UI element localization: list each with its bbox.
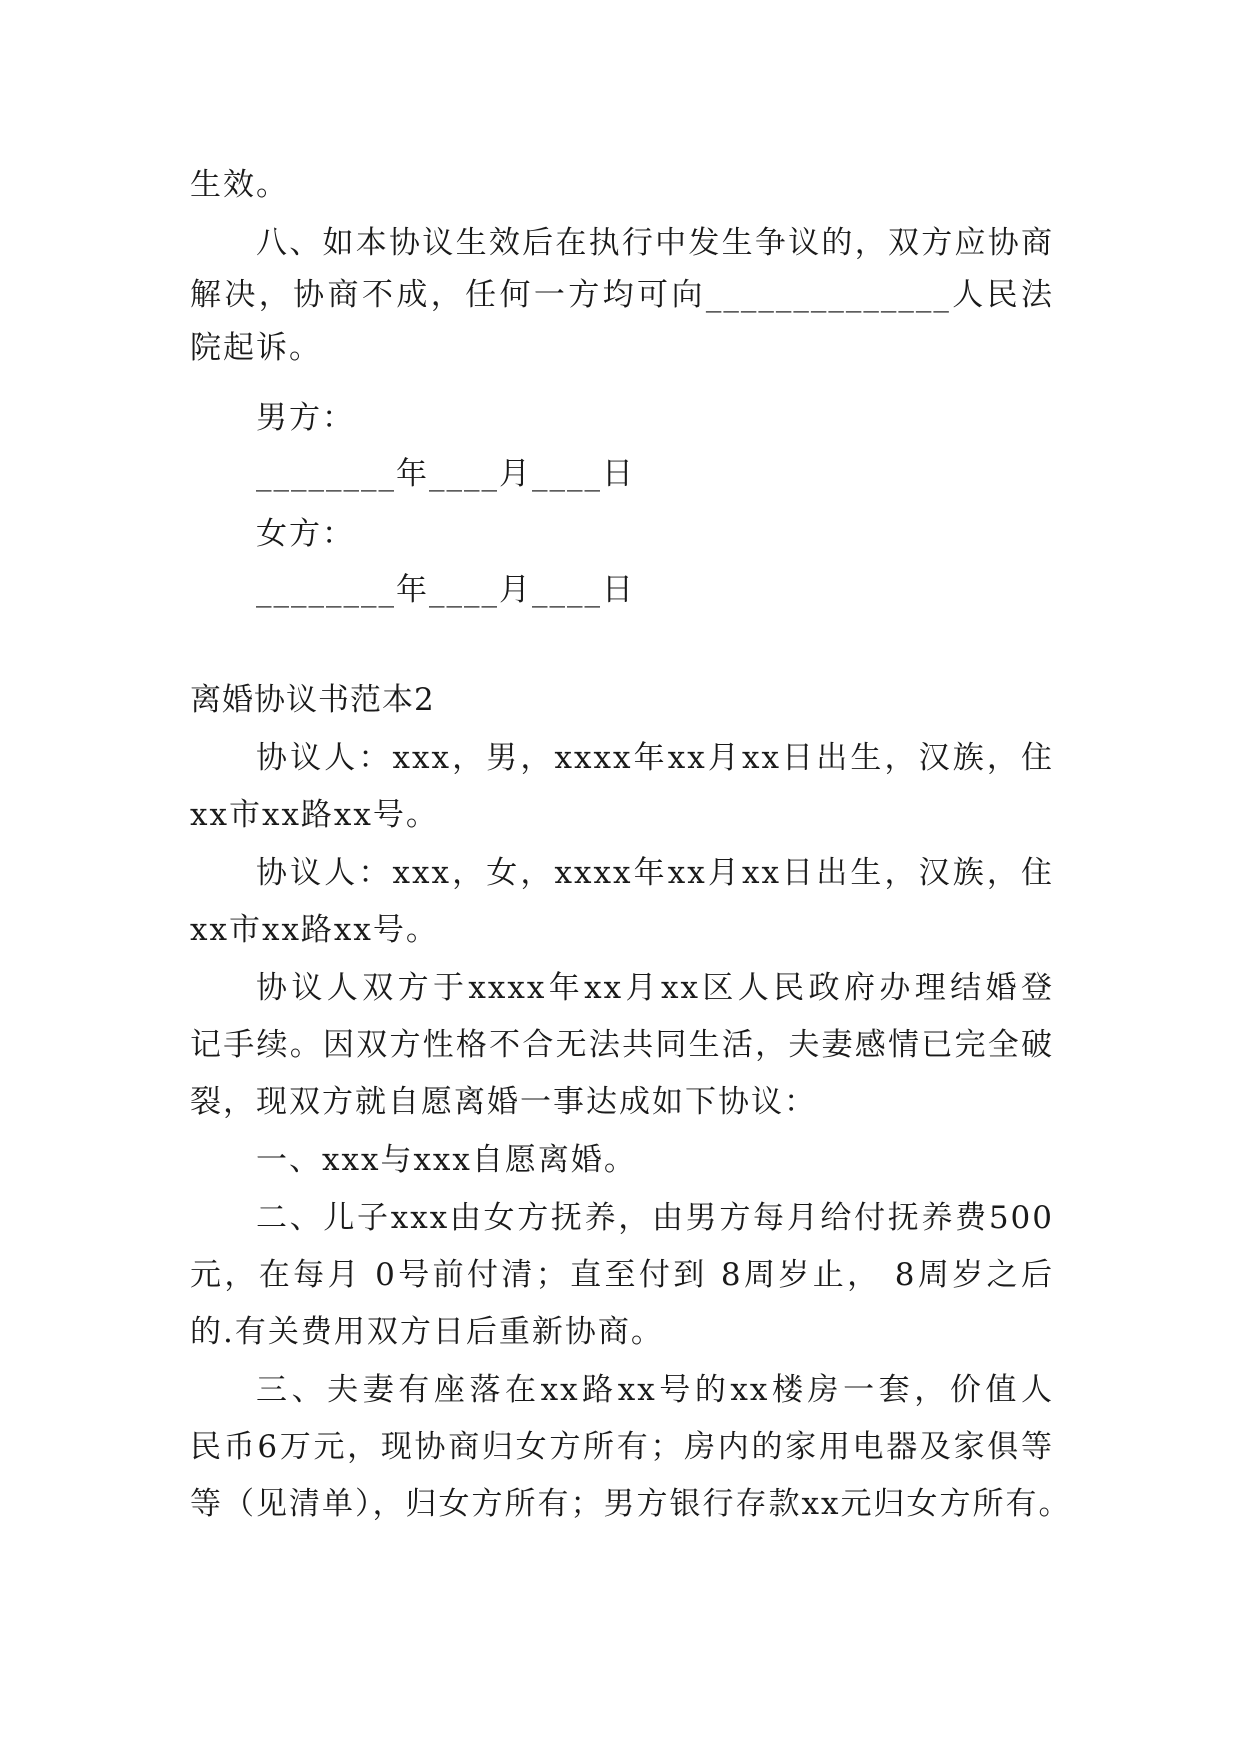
husband-signature-date: ________年____月____日	[256, 456, 635, 492]
clause-1-line-1: 一、xxx与xxx自愿离婚。	[256, 1142, 637, 1178]
clause-3-line-1: 三、夫妻有座落在xx路xx号的xx楼房一套，价值人	[256, 1372, 1054, 1408]
wife-signature-label: 女方：	[256, 516, 355, 552]
section-title: 离婚协议书范本2	[190, 682, 435, 718]
clause-8-line-1: 八、如本协议生效后在执行中发生争议的，双方应协商	[256, 225, 1054, 261]
clause-8-line-2: 解决，协商不成，任何一方均可向______________人民法	[190, 277, 1054, 313]
clause-3-line-3: 等（见清单），归女方所有；男方银行存款xx元归女方所有。	[190, 1486, 1072, 1522]
text-line: 生效。	[190, 167, 289, 203]
husband-signature-label: 男方：	[256, 400, 355, 436]
party-2-line-2: xx市xx路xx号。	[190, 912, 439, 948]
clause-2-line-3: 的.有关费用双方日后重新协商。	[190, 1314, 664, 1350]
wife-signature-date: ________年____月____日	[256, 572, 635, 608]
party-2-line-1: 协议人：xxx，女，xxxx年xx月xx日出生，汉族，住	[256, 855, 1054, 891]
clause-2-line-2: 元，在每月 0号前付清；直至付到 8周岁止， 8周岁之后	[190, 1257, 1054, 1293]
preamble-line-2: 记手续。因双方性格不合无法共同生活，夫妻感情已完全破	[190, 1027, 1054, 1063]
preamble-line-3: 裂，现双方就自愿离婚一事达成如下协议：	[190, 1084, 817, 1120]
clause-8-line-3: 院起诉。	[190, 330, 322, 366]
party-1-line-2: xx市xx路xx号。	[190, 797, 439, 833]
clause-3-line-2: 民币6万元，现协商归女方所有；房内的家用电器及家俱等	[190, 1429, 1054, 1465]
clause-2-line-1: 二、儿子xxx由女方抚养，由男方每月给付抚养费500	[256, 1200, 1054, 1236]
preamble-line-1: 协议人双方于xxxx年xx月xx区人民政府办理结婚登	[256, 970, 1054, 1006]
party-1-line-1: 协议人：xxx，男，xxxx年xx月xx日出生，汉族，住	[256, 740, 1054, 776]
